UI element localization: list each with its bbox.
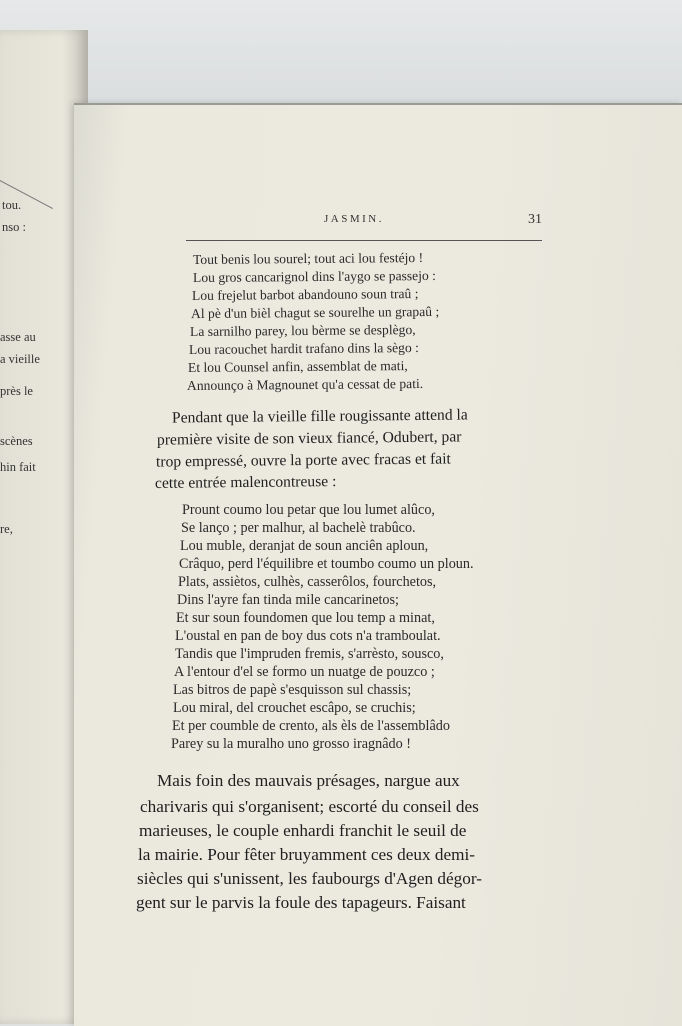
prose-line: trop empressé, ouvre la porte avec fracas et fait — [155, 450, 451, 471]
left-page-fragment: scènes — [0, 434, 33, 448]
left-page-fragment: asse au — [0, 330, 36, 344]
verse-line: Prount coumo lou petar que lou lumet alûco, — [182, 502, 435, 518]
verse-line: Se lanço ; per malhur, al bachelè trabûco. — [181, 520, 416, 536]
verse-line: Crâquo, perd l'équilibre et toumbo coumo un ploun. — [179, 556, 474, 572]
left-page-fragment: hin fait — [0, 460, 36, 474]
verse-line: Lou miral, del crouchet escâpo, se cruchis; — [173, 700, 416, 716]
background-surface — [0, 0, 682, 120]
prose-line: gent sur le parvis la foule des tapageurs. Faisant — [136, 893, 466, 912]
prose-line: cette entrée malencontreuse : — [154, 473, 337, 492]
verse-line: Tout benis lou sourel; tout aci lou festéjo ! — [192, 249, 424, 268]
verse-line: Et lou Counsel anfin, assemblat de mati, — [187, 358, 408, 375]
prose-line: première visite de son vieux fiancé, Odubert, par — [156, 428, 462, 449]
header-rule — [186, 240, 542, 241]
verse-line: La sarnilho parey, lou bèrme se desplègo, — [189, 322, 416, 339]
verse-line: A l'entour d'el se formo un nuatge de pouzco ; — [174, 664, 435, 680]
prose-line: charivaris qui s'organisent; escorté du conseil des — [140, 797, 479, 816]
left-page-fragment: tou. — [2, 198, 22, 212]
verse-line: Dins l'ayre fan tinda mile cancarinetos; — [177, 592, 399, 608]
verse-line: Et per coumble de crento, als èls de l'assemblâdo — [172, 718, 450, 734]
verse-line: Et sur soun foundomen que lou temp a minat, — [176, 610, 435, 626]
verse-line: Lou gros cancarignol dins l'aygo se passejo : — [192, 267, 436, 286]
verse-line: Lou muble, deranjat de soun anciên aploun, — [180, 538, 429, 554]
verse-line: Plats, assiètos, culhès, casserôlos, fourchetos, — [178, 574, 437, 590]
verse-line: Announço à Magnounet qu'a cessat de pati. — [186, 375, 424, 394]
left-page-fragment: près le — [0, 384, 33, 398]
verse-line: Tandis que l'impruden fremis, s'arrèsto, sousco, — [175, 646, 444, 662]
verse-line: Al pè d'un bièl chagut se sourelhe un grapaû ; — [190, 303, 440, 322]
prose-line: Mais foin des mauvais présages, nargue aux — [157, 771, 460, 790]
verse-line: L'oustal en pan de boy dus cots n'a tramboulat. — [175, 628, 441, 644]
verse-line: Las bitros de papè s'esquisson sul chassis; — [173, 682, 412, 698]
prose-line: siècles qui s'unissent, les faubourgs d'Agen dégor- — [137, 869, 482, 888]
prose-line: marieuses, le couple enhardi franchit le seuil de — [139, 821, 467, 840]
running-title: JASMIN. — [324, 213, 384, 225]
left-page-fragment: re, — [0, 522, 13, 536]
prose-line: la mairie. Pour fêter bruyamment ces deux demi- — [138, 845, 475, 864]
left-page-fragment: a vieille — [0, 352, 40, 366]
verse-line: Parey su la muralho uno grosso iragnâdo ! — [171, 736, 411, 752]
page-number: 31 — [528, 212, 542, 227]
left-page-fragment: nso : — [2, 220, 26, 234]
verse-line: Lou racouchet hardit trafano dins la sègo : — [188, 339, 419, 358]
verse-line: Lou frejelut barbot abandouno soun traû ; — [191, 286, 419, 303]
prose-line: Pendant que la vieille fille rougissante attend la — [171, 406, 468, 427]
